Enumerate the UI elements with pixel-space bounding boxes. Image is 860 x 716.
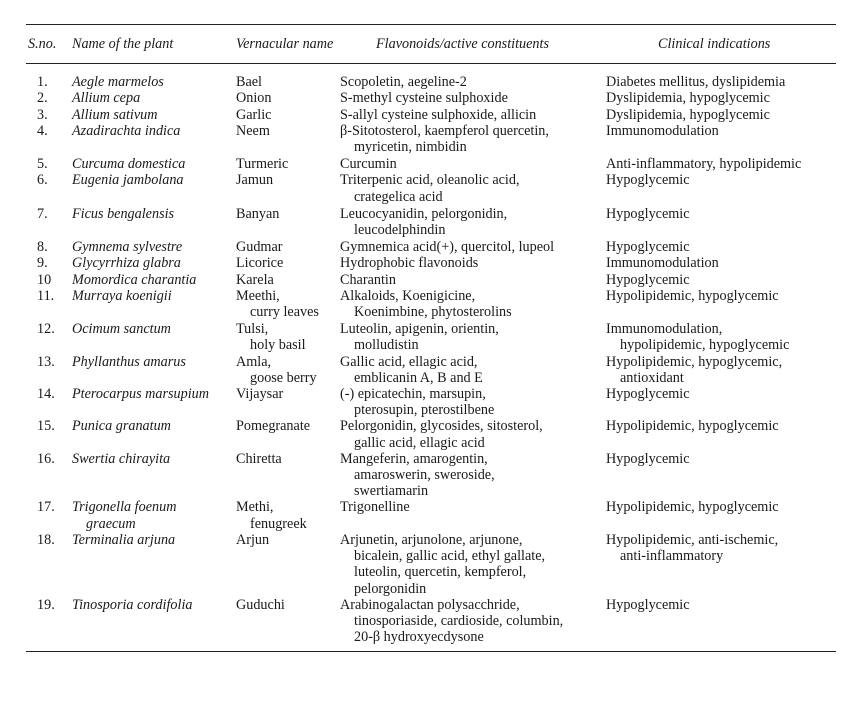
cell-flavonoids-line: S-methyl cysteine sulphoxide — [340, 90, 508, 107]
cell-clinical — [606, 386, 836, 418]
cell-vernacular-line: Arjun — [236, 531, 270, 548]
cell-flavonoids — [340, 288, 606, 320]
cell-clinical-line: Hypolipidemic, hypoglycemic — [606, 418, 779, 435]
cell-plant-name — [72, 354, 236, 386]
cell-plant-name-line: Terminalia arjuna — [72, 531, 176, 548]
cell-clinical-line: Hypolipidemic, hypoglycemic — [606, 287, 779, 304]
cell-flavonoids-line: Curcumin — [340, 156, 397, 173]
cell-flavonoids — [340, 451, 606, 500]
cell-clinical-line: Hypoglycemic — [606, 450, 690, 467]
cell-vernacular-line: Bael — [236, 74, 262, 91]
col-header-sno: S.no. — [28, 36, 57, 52]
cell-flavonoids-line: emblicanin A, B and E — [354, 369, 483, 386]
cell-sno: 10 — [37, 271, 52, 288]
cell-vernacular-line: holy basil — [250, 337, 306, 354]
cell-sno: 13. — [37, 353, 55, 370]
cell-flavonoids-line: Arabinogalactan polysacchride, — [340, 596, 520, 613]
table-row — [26, 239, 836, 255]
cell-vernacular — [236, 354, 340, 386]
cell-plant-name-line: Gymnema sylvestre — [72, 239, 183, 256]
cell-vernacular — [236, 386, 340, 418]
cell-clinical — [606, 74, 836, 90]
cell-flavonoids-line: bicalein, gallic acid, ethyl gallate, — [354, 548, 546, 565]
top-rule — [26, 24, 836, 25]
table-row — [26, 451, 836, 500]
cell-plant-name-line: Glycyrrhiza glabra — [72, 255, 181, 272]
cell-vernacular — [236, 499, 340, 531]
cell-flavonoids-line: crategelica acid — [354, 188, 443, 205]
cell-plant-name-line: Aegle marmelos — [72, 74, 164, 91]
cell-flavonoids — [340, 499, 606, 531]
cell-flavonoids — [340, 206, 606, 238]
cell-flavonoids — [340, 90, 606, 106]
cell-clinical-line: Hypoglycemic — [606, 172, 690, 189]
cell-vernacular — [236, 206, 340, 238]
cell-clinical — [606, 321, 836, 353]
table-row — [26, 74, 836, 90]
cell-vernacular-line: Karela — [236, 271, 274, 288]
cell-plant-name — [72, 239, 236, 255]
cell-plant-name-line: Allium cepa — [72, 90, 141, 107]
cell-flavonoids-line: Mangeferin, amarogentin, — [340, 450, 488, 467]
cell-flavonoids — [340, 255, 606, 271]
cell-clinical-line: Hypoglycemic — [606, 239, 690, 256]
cell-plant-name-line: Trigonella foenum — [72, 499, 177, 516]
cell-clinical-line: Hypoglycemic — [606, 386, 690, 403]
cell-clinical-line: Anti-inflammatory, hypolipidemic — [606, 156, 802, 173]
cell-flavonoids-line: 20-β hydroxyecdysone — [354, 629, 484, 646]
table-row — [26, 597, 836, 646]
cell-vernacular-line: Banyan — [236, 205, 280, 222]
cell-vernacular-line: curry leaves — [250, 304, 319, 321]
cell-clinical-line: anti-inflammatory — [620, 548, 724, 565]
cell-plant-name — [72, 532, 236, 597]
cell-clinical-line: Immunomodulation — [606, 255, 719, 272]
cell-plant-name-line: Curcuma domestica — [72, 156, 186, 173]
cell-plant-name — [72, 107, 236, 123]
cell-clinical-line: Hypoglycemic — [606, 596, 690, 613]
cell-sno: 16. — [37, 450, 55, 467]
plant-flavonoid-table — [26, 36, 836, 645]
table-row — [26, 418, 836, 450]
table-row — [26, 156, 836, 172]
cell-vernacular — [236, 418, 340, 450]
cell-plant-name-line: Momordica charantia — [72, 271, 197, 288]
cell-clinical-line: Hypoglycemic — [606, 271, 690, 288]
cell-vernacular-line: Gudmar — [236, 239, 283, 256]
cell-clinical-line: Immunomodulation, — [606, 321, 723, 338]
cell-flavonoids-line: Pelorgonidin, glycosides, sitosterol, — [340, 418, 543, 435]
cell-vernacular — [236, 74, 340, 90]
table-row — [26, 107, 836, 123]
cell-plant-name — [72, 206, 236, 238]
cell-flavonoids — [340, 597, 606, 646]
cell-sno: 2. — [37, 90, 48, 107]
col-header-plant-name: Name of the plant — [72, 36, 174, 52]
cell-flavonoids-line: Luteolin, apigenin, orientin, — [340, 321, 499, 338]
cell-sno: 4. — [37, 122, 48, 139]
table-row — [26, 206, 836, 238]
cell-clinical-line: Hypolipidemic, hypoglycemic — [606, 499, 779, 516]
cell-clinical-line: Dyslipidemia, hypoglycemic — [606, 90, 770, 107]
cell-clinical-line: Diabetes mellitus, dyslipidemia — [606, 74, 786, 91]
cell-vernacular-line: Licorice — [236, 255, 284, 272]
cell-plant-name — [72, 321, 236, 353]
cell-plant-name — [72, 123, 236, 155]
cell-clinical-line: Immunomodulation — [606, 122, 719, 139]
cell-flavonoids — [340, 272, 606, 288]
cell-vernacular — [236, 239, 340, 255]
cell-flavonoids-line: tinosporiaside, cardioside, columbin, — [354, 612, 564, 629]
cell-plant-name-line: Murraya koenigii — [72, 287, 172, 304]
cell-sno: 1. — [37, 74, 48, 91]
cell-clinical — [606, 172, 836, 204]
cell-vernacular-line: Tulsi, — [236, 321, 269, 338]
cell-plant-name — [72, 499, 236, 531]
cell-plant-name-line: Eugenia jambolana — [72, 172, 184, 189]
cell-vernacular-line: Meethi, — [236, 287, 280, 304]
cell-flavonoids-line: Arjunetin, arjunolone, arjunone, — [340, 531, 523, 548]
cell-clinical-line: antioxidant — [620, 369, 684, 386]
cell-vernacular-line: Guduchi — [236, 596, 285, 613]
cell-plant-name-line: Pterocarpus marsupium — [72, 386, 210, 403]
cell-flavonoids — [340, 107, 606, 123]
cell-sno: 7. — [37, 205, 48, 222]
cell-plant-name — [72, 255, 236, 271]
cell-flavonoids-line: molludistin — [354, 337, 419, 354]
cell-vernacular — [236, 255, 340, 271]
cell-plant-name — [72, 418, 236, 450]
cell-sno: 8. — [37, 239, 48, 256]
cell-clinical-line: Hypolipidemic, anti-ischemic, — [606, 531, 779, 548]
cell-plant-name-line: graecum — [86, 515, 136, 532]
table-row — [26, 386, 836, 418]
cell-clinical — [606, 123, 836, 155]
cell-vernacular — [236, 597, 340, 646]
cell-vernacular — [236, 321, 340, 353]
table-row — [26, 288, 836, 320]
cell-flavonoids-line: amaroswerin, sweroside, — [354, 467, 495, 484]
cell-sno: 6. — [37, 172, 48, 189]
cell-sno: 14. — [37, 386, 55, 403]
cell-plant-name — [72, 288, 236, 320]
cell-flavonoids-line: Gymnemica acid(+), quercitol, lupeol — [340, 239, 555, 256]
cell-clinical-line: Hypoglycemic — [606, 205, 690, 222]
cell-vernacular — [236, 532, 340, 597]
cell-vernacular-line: Jamun — [236, 172, 274, 189]
cell-vernacular-line: Pomegranate — [236, 418, 311, 435]
cell-flavonoids-line: leucodelphindin — [354, 222, 446, 239]
cell-flavonoids-line: Alkaloids, Koenigicine, — [340, 287, 476, 304]
cell-flavonoids-line: Gallic acid, ellagic acid, — [340, 353, 478, 370]
cell-sno: 17. — [37, 499, 55, 516]
cell-vernacular — [236, 172, 340, 204]
cell-flavonoids — [340, 354, 606, 386]
cell-flavonoids — [340, 172, 606, 204]
cell-sno: 5. — [37, 156, 48, 173]
cell-clinical — [606, 532, 836, 597]
cell-vernacular-line: goose berry — [250, 369, 317, 386]
cell-plant-name-line: Tinosporia cordifolia — [72, 596, 193, 613]
cell-flavonoids — [340, 532, 606, 597]
cell-flavonoids-line: pelorgonidin — [354, 580, 427, 597]
cell-plant-name-line: Ficus bengalensis — [72, 205, 175, 222]
cell-flavonoids-line: Hydrophobic flavonoids — [340, 255, 479, 272]
table-row — [26, 255, 836, 271]
cell-flavonoids — [340, 418, 606, 450]
cell-flavonoids-line: gallic acid, ellagic acid — [354, 434, 485, 451]
table-row — [26, 532, 836, 597]
cell-vernacular-line: Turmeric — [236, 156, 289, 173]
cell-sno: 9. — [37, 255, 48, 272]
cell-plant-name-line: Ocimum sanctum — [72, 321, 171, 338]
cell-vernacular — [236, 107, 340, 123]
cell-clinical — [606, 107, 836, 123]
cell-plant-name — [72, 597, 236, 646]
cell-vernacular-line: Methi, — [236, 499, 274, 516]
cell-vernacular-line: fenugreek — [250, 515, 307, 532]
col-header-clinical: Clinical indications — [658, 36, 771, 52]
table-row — [26, 499, 836, 531]
cell-sno: 18. — [37, 531, 55, 548]
cell-clinical — [606, 597, 836, 646]
cell-vernacular-line: Garlic — [236, 106, 272, 123]
cell-flavonoids-line: pterosupin, pterostilbene — [354, 402, 495, 419]
cell-flavonoids-line: swertiamarin — [354, 483, 429, 500]
cell-sno: 12. — [37, 321, 55, 338]
cell-clinical-line: hypolipidemic, hypoglycemic — [620, 337, 790, 354]
cell-plant-name-line: Azadirachta indica — [72, 122, 181, 139]
cell-flavonoids-line: Charantin — [340, 271, 396, 288]
cell-plant-name — [72, 156, 236, 172]
cell-flavonoids-line: Koenimbine, phytosterolins — [354, 304, 512, 321]
table-row — [26, 123, 836, 155]
cell-plant-name — [72, 172, 236, 204]
cell-plant-name-line: Punica granatum — [72, 418, 171, 435]
cell-flavonoids-line: luteolin, quercetin, kempferol, — [354, 564, 527, 581]
cell-plant-name — [72, 74, 236, 90]
cell-flavonoids — [340, 321, 606, 353]
cell-plant-name — [72, 386, 236, 418]
cell-flavonoids — [340, 123, 606, 155]
cell-clinical — [606, 451, 836, 500]
cell-vernacular — [236, 272, 340, 288]
cell-flavonoids-line: β-Sitotosterol, kaempferol quercetin, — [340, 122, 549, 139]
cell-vernacular — [236, 156, 340, 172]
cell-vernacular — [236, 123, 340, 155]
table-row — [26, 172, 836, 204]
cell-clinical-line: Dyslipidemia, hypoglycemic — [606, 106, 770, 123]
cell-clinical — [606, 354, 836, 386]
cell-plant-name — [72, 90, 236, 106]
cell-vernacular-line: Chiretta — [236, 450, 282, 467]
table-body — [26, 74, 836, 645]
col-header-vernacular: Vernacular name — [236, 36, 334, 52]
cell-plant-name — [72, 451, 236, 500]
cell-flavonoids-line: myricetin, nimbidin — [354, 139, 467, 156]
cell-flavonoids-line: Triterpenic acid, oleanolic acid, — [340, 172, 520, 189]
cell-clinical — [606, 90, 836, 106]
cell-vernacular — [236, 90, 340, 106]
cell-flavonoids-line: Leucocyanidin, pelorgonidin, — [340, 205, 508, 222]
cell-clinical — [606, 156, 836, 172]
cell-flavonoids-line: Scopoletin, aegeline-2 — [340, 74, 467, 91]
cell-clinical — [606, 239, 836, 255]
cell-sno: 15. — [37, 418, 55, 435]
cell-clinical — [606, 288, 836, 320]
cell-clinical — [606, 206, 836, 238]
table-row — [26, 321, 836, 353]
cell-vernacular-line: Neem — [236, 122, 270, 139]
cell-vernacular-line: Vijaysar — [236, 386, 284, 403]
cell-plant-name-line: Swertia chirayita — [72, 450, 171, 467]
cell-clinical — [606, 272, 836, 288]
table-header-row — [26, 36, 836, 74]
table-row — [26, 90, 836, 106]
cell-sno: 19. — [37, 596, 55, 613]
cell-flavonoids-line: Trigonelline — [340, 499, 410, 516]
cell-vernacular — [236, 451, 340, 500]
cell-vernacular — [236, 288, 340, 320]
cell-plant-name — [72, 272, 236, 288]
bottom-rule — [26, 651, 836, 652]
cell-flavonoids — [340, 156, 606, 172]
cell-vernacular-line: Onion — [236, 90, 272, 107]
cell-flavonoids-line: (-) epicatechin, marsupin, — [340, 386, 486, 403]
table-row — [26, 354, 836, 386]
cell-plant-name-line: Allium sativum — [72, 106, 158, 123]
cell-sno: 3. — [37, 106, 48, 123]
cell-flavonoids — [340, 74, 606, 90]
cell-plant-name-line: Phyllanthus amarus — [72, 353, 186, 370]
cell-clinical — [606, 499, 836, 531]
cell-flavonoids — [340, 239, 606, 255]
cell-clinical-line: Hypolipidemic, hypoglycemic, — [606, 353, 783, 370]
col-header-flavonoids: Flavonoids/active constituents — [376, 36, 549, 52]
cell-clinical — [606, 255, 836, 271]
table-row — [26, 272, 836, 288]
cell-sno: 11. — [37, 287, 55, 304]
cell-clinical — [606, 418, 836, 450]
cell-vernacular-line: Amla, — [236, 353, 272, 370]
cell-flavonoids — [340, 386, 606, 418]
cell-flavonoids-line: S-allyl cysteine sulphoxide, allicin — [340, 106, 537, 123]
